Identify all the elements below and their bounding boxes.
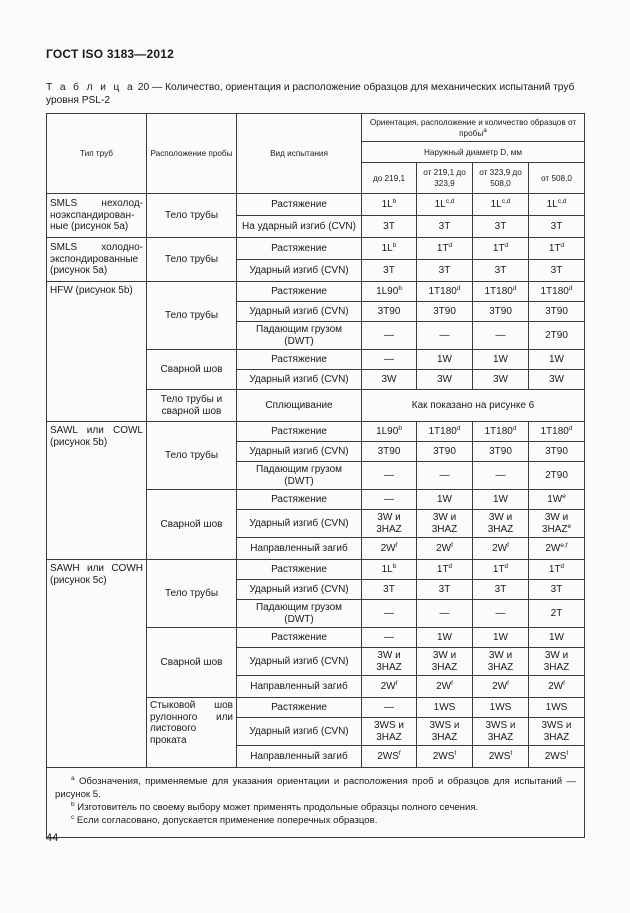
value-cell: 3W и 3HAZ (473, 510, 529, 538)
value-cell: 3T (473, 216, 529, 238)
value-cell: 1W (473, 628, 529, 648)
value-cell: $1L^{c,d}$ (529, 194, 585, 216)
header-location: Расположение пробы (147, 114, 237, 194)
value-cell: 1W (529, 350, 585, 370)
value-cell: 1W (417, 350, 473, 370)
test-type-cell: Ударный изгиб (CVN) (237, 718, 362, 746)
pipe-type-cell: SMLS холодноэкспондированные (рисунок 5а) (47, 238, 147, 282)
header-d-up-to-219: до 219,1 (362, 163, 417, 194)
pipe-type-cell: SAWL или COWL (рисунок 5b) (47, 422, 147, 560)
value-cell: 1L90$^b$ (362, 422, 417, 442)
location-cell: Тело трубы и сварной шов (147, 390, 237, 422)
value-cell: $1T^d$ (473, 238, 529, 260)
footnotes (47, 768, 585, 838)
test-type-cell: Падающим грузом (DWT) (237, 462, 362, 490)
location-cell: Тело трубы (147, 194, 237, 238)
test-type-cell: Ударный изгиб (CVN) (237, 442, 362, 462)
caption-text: — Количество, ориентация и расположение образцов для механических испытаний труб уровня PSL-2 (46, 82, 575, 106)
value-cell: $1L^{c,d}$ (473, 194, 529, 216)
test-type-cell: Растяжение (237, 422, 362, 442)
value-cell: 3W и 3HAZ (417, 648, 473, 676)
pipe-type-cell: HFW (рисунок 5b) (47, 282, 147, 422)
value-cell: 3T (529, 260, 585, 282)
test-type-cell: Растяжение (237, 560, 362, 580)
value-cell: — (417, 322, 473, 350)
header-test-type: Вид испытания (237, 114, 362, 194)
value-cell: 3T90 (362, 442, 417, 462)
value-cell: 3W и 3HAZ (417, 510, 473, 538)
value-cell: $2W^f$ (529, 676, 585, 698)
value-cell: $2W^f$ (473, 538, 529, 560)
value-cell: $2WS^f$ (473, 746, 529, 768)
value-cell: 3W (362, 370, 417, 390)
test-type-cell: Направленный загиб (237, 538, 362, 560)
location-cell: Стыковой шов рулонного или листового проката (147, 698, 237, 768)
value-cell: $2W^f$ (362, 676, 417, 698)
value-cell: 1T180$^d$ (473, 422, 529, 442)
location-cell: Тело трубы (147, 560, 237, 628)
value-cell: $1T^d$ (417, 238, 473, 260)
value-cell: 3T (473, 580, 529, 600)
value-cell: — (362, 628, 417, 648)
value-cell: — (362, 698, 417, 718)
value-cell: 1WS (529, 698, 585, 718)
value-cell: — (417, 462, 473, 490)
test-type-cell: Ударный изгиб (CVN) (237, 302, 362, 322)
value-cell: — (417, 600, 473, 628)
value-cell: 3T (529, 216, 585, 238)
value-cell: 1W (473, 350, 529, 370)
value-cell: $1T^d$ (529, 238, 585, 260)
value-cell: 3T (529, 580, 585, 600)
test-type-cell: Направленный загиб (237, 676, 362, 698)
value-cell: 1T180$^d$ (529, 422, 585, 442)
value-cell: 3T (362, 580, 417, 600)
test-type-cell: Ударный изгиб (CVN) (237, 370, 362, 390)
location-cell: Тело трубы (147, 282, 237, 350)
test-type-cell: Растяжение (237, 238, 362, 260)
value-cell: 3T (417, 580, 473, 600)
value-cell: 3W (529, 370, 585, 390)
location-cell: Сварной шов (147, 628, 237, 698)
table-caption (46, 81, 586, 107)
value-cell: 3WS и 3HAZ (529, 718, 585, 746)
value-cell: 3T (417, 216, 473, 238)
value-cell: 1W (473, 490, 529, 510)
test-type-cell: Растяжение (237, 490, 362, 510)
test-type-cell: Ударный изгиб (CVN) (237, 260, 362, 282)
test-type-cell: На ударный изгиб (CVN) (237, 216, 362, 238)
value-cell: Как показано на рисунке 6 (362, 390, 585, 422)
value-cell: 3W и 3HAZ$^e$ (529, 510, 585, 538)
test-type-cell: Растяжение (237, 282, 362, 302)
value-cell: — (362, 490, 417, 510)
value-cell: $2WS^f$ (362, 746, 417, 768)
value-cell: 3WS и 3HAZ (473, 718, 529, 746)
header-pipe-type: Тип труб (47, 114, 147, 194)
value-cell: $2W^f$ (362, 538, 417, 560)
table-row (47, 282, 585, 302)
value-cell: — (473, 462, 529, 490)
value-cell: $1T^d$ (529, 560, 585, 580)
location-cell: Сварной шов (147, 490, 237, 560)
value-cell: $1L^b$ (362, 238, 417, 260)
pipe-type-cell: SAWH или COWH (рисунок 5c) (47, 560, 147, 768)
value-cell: 1T180$^d$ (529, 282, 585, 302)
value-cell: 3T90 (362, 302, 417, 322)
table-row (47, 560, 585, 580)
table-row (47, 194, 585, 216)
value-cell: 3W и 3HAZ (529, 648, 585, 676)
footnote-item: $^c$ Если согласовано, допускается применение поперечных образцов. (71, 814, 378, 826)
table-row (47, 238, 585, 260)
table-row (47, 422, 585, 442)
test-type-cell: Сплющивание (237, 390, 362, 422)
value-cell: 3W и 3HAZ (362, 648, 417, 676)
value-cell: 3WS и 3HAZ (362, 718, 417, 746)
caption-label: Т а б л и ц а (46, 82, 136, 93)
value-cell: 3T (362, 216, 417, 238)
value-cell: $1L^b$ (362, 560, 417, 580)
caption-number: 20 (137, 82, 150, 93)
value-cell: 2T90 (529, 462, 585, 490)
value-cell: 3W и 3HAZ (473, 648, 529, 676)
value-cell: — (362, 600, 417, 628)
value-cell: 1W (417, 628, 473, 648)
pipe-type-cell: SMLS нехолодноэкспандированные (рисунок 5а) (47, 194, 147, 238)
value-cell: $2W^f$ (417, 538, 473, 560)
page-number: 44 (46, 832, 59, 844)
test-type-cell: Падающим грузом (DWT) (237, 322, 362, 350)
header-d-219-323: от 219,1 до 323,9 (417, 163, 473, 194)
value-cell: 3T (417, 260, 473, 282)
value-cell: — (362, 322, 417, 350)
test-type-cell: Направленный загиб (237, 746, 362, 768)
footnote-item: $^a$ Обозначения, применяемые для указания ориентации и расположения проб и образцов для испытаний — рисунок 5. (55, 775, 576, 800)
test-type-cell: Падающим грузом (DWT) (237, 600, 362, 628)
value-cell: 3T90 (529, 442, 585, 462)
value-cell: 1WS (473, 698, 529, 718)
value-cell: 3T90 (529, 302, 585, 322)
header-d-over-508: от 508,0 (529, 163, 585, 194)
location-cell: Тело трубы (147, 238, 237, 282)
value-cell: — (473, 600, 529, 628)
test-type-cell: Растяжение (237, 628, 362, 648)
value-cell: 3T90 (473, 302, 529, 322)
value-cell: 3WS и 3HAZ (417, 718, 473, 746)
test-type-cell: Ударный изгиб (CVN) (237, 648, 362, 676)
value-cell: $1L^b$ (362, 194, 417, 216)
value-cell: 1T180$^d$ (417, 282, 473, 302)
location-cell: Тело трубы (147, 422, 237, 490)
value-cell: 3T90 (417, 442, 473, 462)
value-cell: 3W и 3HAZ (362, 510, 417, 538)
footnote-item: $^b$ Изготовитель по своему выбору может применять продольные образцы полного сечения. (71, 801, 479, 813)
value-cell: $1T^d$ (473, 560, 529, 580)
value-cell: 1L90$^b$ (362, 282, 417, 302)
value-cell: 1W (417, 490, 473, 510)
header-orientation-group: Ориентация, расположение и количество образцов от пробы$^a$ (362, 114, 585, 142)
value-cell: 3T90 (473, 442, 529, 462)
value-cell: $1W^e$ (529, 490, 585, 510)
header-outer-diameter: Наружный диаметр D, мм (362, 142, 585, 163)
test-type-cell: Ударный изгиб (CVN) (237, 510, 362, 538)
specimen-table (46, 113, 585, 838)
test-type-cell: Ударный изгиб (CVN) (237, 580, 362, 600)
test-type-cell: Растяжение (237, 194, 362, 216)
value-cell: $2W^f$ (417, 676, 473, 698)
value-cell: 3T (473, 260, 529, 282)
value-cell: 2T90 (529, 322, 585, 350)
value-cell: $2WS^f$ (529, 746, 585, 768)
value-cell: $2W^f$ (473, 676, 529, 698)
value-cell: 3W (417, 370, 473, 390)
value-cell: 1T180$^d$ (473, 282, 529, 302)
value-cell: $2W^{e,f}$ (529, 538, 585, 560)
value-cell: — (473, 322, 529, 350)
value-cell: 3T (362, 260, 417, 282)
value-cell: 3T90 (417, 302, 473, 322)
test-type-cell: Растяжение (237, 698, 362, 718)
document-header: ГОСТ ISO 3183—2012 (46, 47, 175, 61)
value-cell: 1T180$^d$ (417, 422, 473, 442)
test-type-cell: Растяжение (237, 350, 362, 370)
value-cell: $1L^{c,d}$ (417, 194, 473, 216)
location-cell: Сварной шов (147, 350, 237, 390)
value-cell: 1W (529, 628, 585, 648)
value-cell: — (362, 462, 417, 490)
value-cell: 1WS (417, 698, 473, 718)
value-cell: $1T^d$ (417, 560, 473, 580)
value-cell: 3W (473, 370, 529, 390)
value-cell: — (362, 350, 417, 370)
value-cell: $2WS^f$ (417, 746, 473, 768)
value-cell: 2T (529, 600, 585, 628)
header-d-323-508: от 323,9 до 508,0 (473, 163, 529, 194)
